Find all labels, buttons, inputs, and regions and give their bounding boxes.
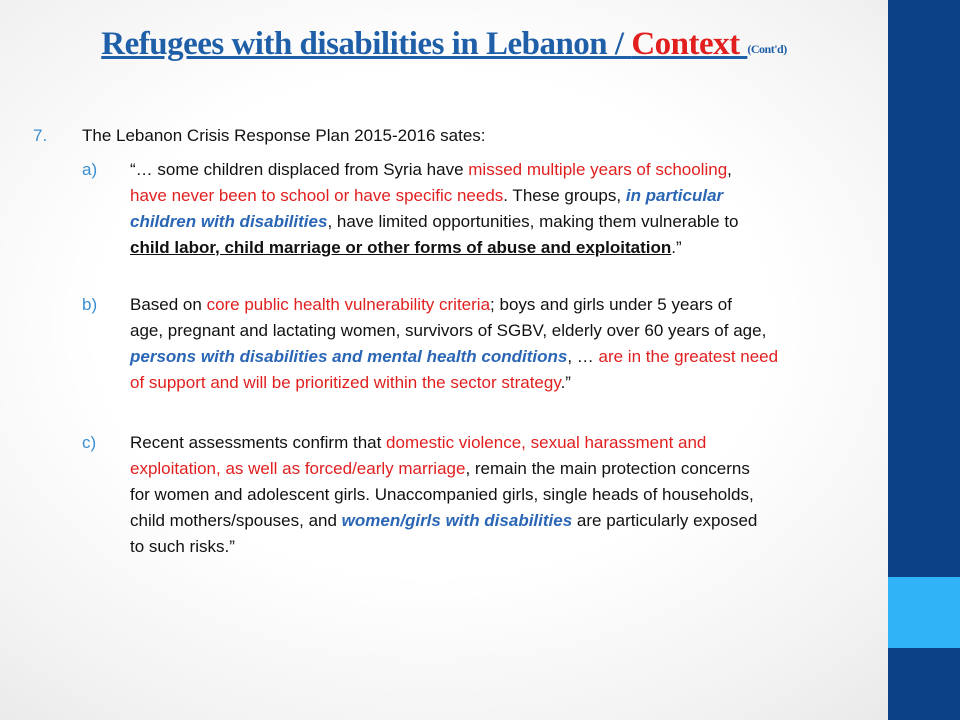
highlight-blue: women/girls with disabilities bbox=[341, 511, 573, 530]
text: “… some children displaced from Syria have bbox=[130, 160, 469, 179]
paragraph-b-line-2: age, pregnant and lactating women, survivors of SGBV, elderly over 60 years of age, bbox=[130, 321, 767, 340]
text: .” bbox=[560, 373, 571, 392]
highlight-bold-underline: child labor, child marriage or other forms of abuse and exploitation bbox=[130, 238, 672, 257]
highlight-red: are in the greatest need bbox=[598, 347, 779, 366]
highlight-blue: in particular bbox=[625, 186, 724, 205]
text: Based on bbox=[130, 295, 207, 314]
text: ; boys and girls under 5 years of bbox=[490, 295, 732, 314]
item-number: 7. bbox=[33, 126, 48, 145]
paragraph-c bbox=[130, 430, 870, 560]
paragraph-a-line-3 bbox=[130, 209, 870, 235]
text: , … bbox=[567, 347, 599, 366]
paragraph-b-line-1 bbox=[130, 292, 870, 318]
text: child mothers/spouses, and bbox=[130, 511, 342, 530]
sidebar-accent-block bbox=[888, 577, 960, 648]
sub-label-a: a) bbox=[82, 160, 98, 179]
sub-label-b: b) bbox=[82, 295, 98, 314]
paragraph-a-line-2 bbox=[130, 183, 870, 209]
paragraph-a-line-1 bbox=[130, 157, 870, 183]
title-main: Refugees with disabilities in Lebanon / bbox=[101, 26, 632, 62]
text: , remain the main protection concerns bbox=[465, 459, 750, 478]
highlight-red: missed multiple years of schooling bbox=[468, 160, 728, 179]
text: , bbox=[727, 160, 732, 179]
title-context: Context bbox=[631, 26, 748, 62]
paragraph-c-line-1 bbox=[130, 430, 870, 456]
highlight-blue: persons with disabilities and mental health conditions bbox=[130, 347, 568, 366]
paragraph-b-line-4 bbox=[130, 370, 870, 396]
highlight-red: core public health vulnerability criteria bbox=[206, 295, 491, 314]
highlight-red: of support and will be prioritized within the sector strategy bbox=[130, 373, 561, 392]
paragraph-c-line-2 bbox=[130, 456, 870, 482]
paragraph-c-line-4 bbox=[130, 508, 870, 534]
highlight-red: domestic violence, sexual harassment and bbox=[386, 433, 707, 452]
item-intro: The Lebanon Crisis Response Plan 2015-2016 sates: bbox=[82, 126, 486, 145]
highlight-blue: children with disabilities bbox=[130, 212, 328, 231]
paragraph-c-line-5: to such risks.” bbox=[130, 537, 235, 556]
highlight-red: have never been to school or have specific needs bbox=[130, 186, 504, 205]
title-contd: (Cont'd) bbox=[747, 42, 787, 56]
text: . These groups, bbox=[503, 186, 626, 205]
paragraph-a-line-4 bbox=[130, 235, 870, 261]
highlight-red: exploitation, as well as forced/early marriage bbox=[130, 459, 466, 478]
slide-title bbox=[0, 26, 888, 63]
text: .” bbox=[671, 238, 682, 257]
text: are particularly exposed bbox=[572, 511, 758, 530]
paragraph-c-line-3: for women and adolescent girls. Unaccompanied girls, single heads of households, bbox=[130, 485, 754, 504]
text: , have limited opportunities, making them vulnerable to bbox=[327, 212, 739, 231]
sub-label-c: c) bbox=[82, 433, 97, 452]
paragraph-b bbox=[130, 292, 870, 396]
paragraph-a bbox=[130, 157, 870, 261]
paragraph-b-line-3 bbox=[130, 344, 870, 370]
text: Recent assessments confirm that bbox=[130, 433, 387, 452]
